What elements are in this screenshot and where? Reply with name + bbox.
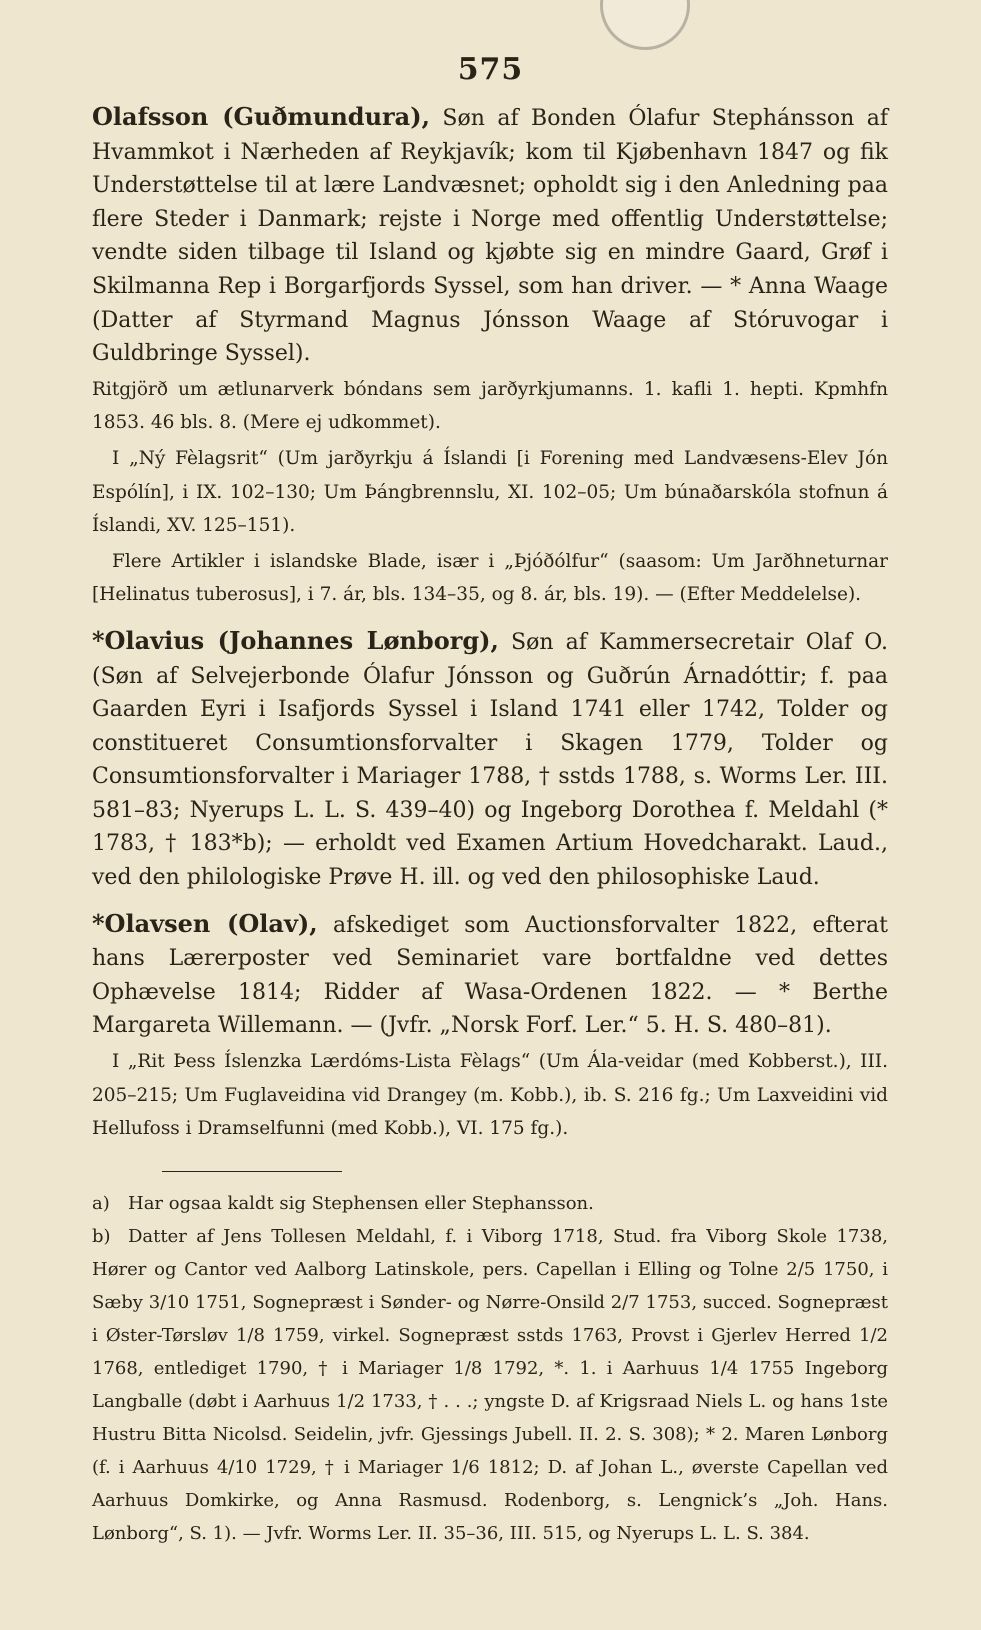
bibliography-item: Flere Artikler i islandske Blade, især i „Þjóðólfur“ (saasom: Um Jarðhneturnar [Helinatus tuberosus], i 7. ár, bls. 134–35, og 8. ár, bls. 19). — (Efter Meddelelse). bbox=[92, 550, 888, 606]
footnote-a bbox=[92, 1187, 888, 1220]
bibliography-item: I „Ný Fèlagsrit“ (Um jarðyrkju á Íslandi [i Forening med Landvæsens-Elev Jón Espólín], i IX. 102–130; Um Þángbrennslu, XI. 102–05; Um búnaðarskóla stofnun á Íslandi, XV. 125–151). bbox=[92, 447, 888, 537]
entry-olavsen bbox=[92, 907, 888, 1043]
main-text bbox=[92, 100, 888, 1146]
bibliography-item: Ritgjörð um ætlunarverk bóndans sem jarðyrkjumanns. 1. kafli 1. hepti. Kpmhfn 1853. 46 bls. 8. (Mere ej udkommet). bbox=[92, 378, 888, 434]
entry-olavius bbox=[92, 624, 888, 895]
footnote-label: b) bbox=[92, 1226, 111, 1247]
entry-heading: Olafsson (Guðmundura), bbox=[92, 102, 430, 131]
page-tab-notch bbox=[600, 0, 690, 50]
entry-text: Søn af Kammersecretair Olaf O. (Søn af Selvejerbonde Ólafur Jónsson og Guðrún Árnadóttir; f. paa Gaarden Eyri i Isafjords Syssel i Island 1741 eller 1742, Tolder og constitueret Consumtionsforvalter i Skagen 1779, Tolder og Consumtionsforvalter i Mariager 1788, † sstds 1788, s. Worms Ler. III. 581–83; Nyerups L. L. S. 439–40) og Ingeborg Dorothea f. Meldahl (* 1783, † 183*b); — erholdt ved Examen Artium Hovedcharakt. Laud., ved den philologiske Prøve H. ill. og ved den philosophiske Laud. bbox=[92, 629, 888, 891]
entry-text: Søn af Bonden Ólafur Stephánsson af Hvammkot i Nærheden af Reykjavík; kom til Kjøbenhavn 1847 og fik Understøttelse til at lære Landvæsnet; opholdt sig i den Anledning paa flere Steder i Danmark; rejste i Norge med offentlig Understøttelse; vendte siden tilbage til Island og kjøbte sig en mindre Gaard, Grøf i Skilmanna Rep i Borgarfjords Syssel, som han driver. — * Anna Waage (Datter af Styrmand Magnus Jónsson Waage af Stóruvogar i Guldbringe Syssel). bbox=[92, 106, 888, 367]
footnote-b bbox=[92, 1220, 888, 1550]
entry-heading: *Olavsen (Olav), bbox=[92, 908, 318, 938]
footnote-text: Har ogsaa kaldt sig Stephensen eller Stephansson. bbox=[128, 1193, 594, 1214]
entry-heading: *Olavius (Johannes Lønborg), bbox=[92, 625, 499, 655]
entry-olafsson bbox=[92, 100, 888, 371]
footnotes bbox=[92, 1187, 888, 1550]
entry-text: afskediget som Auctionsforvalter 1822, efterat hans Lærerposter ved Seminariet vare bortfaldne ved dettes Ophævelse 1814; Ridder af Wasa-Ordenen 1822. — * Berthe Margareta Willemann. — (Jvfr. „Norsk Forf. Ler.“ 5. H. S. 480–81). bbox=[92, 912, 888, 1039]
footnote-label: a) bbox=[92, 1193, 110, 1214]
footnote-divider bbox=[162, 1171, 342, 1172]
page-number: 575 bbox=[457, 52, 524, 87]
footnote-text: Datter af Jens Tollesen Meldahl, f. i Viborg 1718, Stud. fra Viborg Skole 1738, Hører og Cantor ved Aalborg Latinskole, pers. Capellan i Elling og Tolne 2/5 1750, i Sæby 3/10 1751, Sognepræst i Sønder- og Nørre-Onsild 2/7 1753, succed. Sognepræst i Øster-Tørsløv 1/8 1759, virkel. Sognepræst sstds 1763, Provst i Gjerlev Herred 1/2 1768, entlediget 1790, † i Mariager 1/8 1792, *. 1. i Aarhuus 1/4 1755 Ingeborg Langballe (døbt i Aarhuus 1/2 1733, † . . .; yngste D. af Krigsraad Niels L. og hans 1ste Hustru Bitta Nicolsd. Seidelin, jvfr. Gjessings Jubell. II. 2. S. 308); * 2. Maren Lønborg (f. i Aarhuus 4/10 1729, † i Mariager 1/6 1812; D. af Johan L., øverste Capellan ved Aarhuus Domkirke, og Anna Rasmusd. Rodenborg, s. Lengnick’s „Joh. Hans. Lønborg“, S. 1). — Jvfr. Worms Ler. II. 35–36, III. 515, og Nyerups L. L. S. 384. bbox=[92, 1226, 888, 1544]
bibliography-item: I „Rit Þess Íslenzka Lærdóms-Lista Fèlags“ (Um Ála-veidar (med Kobberst.), III. 205–215; Um Fuglaveidina vid Drangey (m. Kobb.), ib. S. 216 fg.; Um Laxveidini vid Hellufoss i Dramselfunni (med Kobb.), VI. 175 fg.). bbox=[92, 1051, 888, 1140]
